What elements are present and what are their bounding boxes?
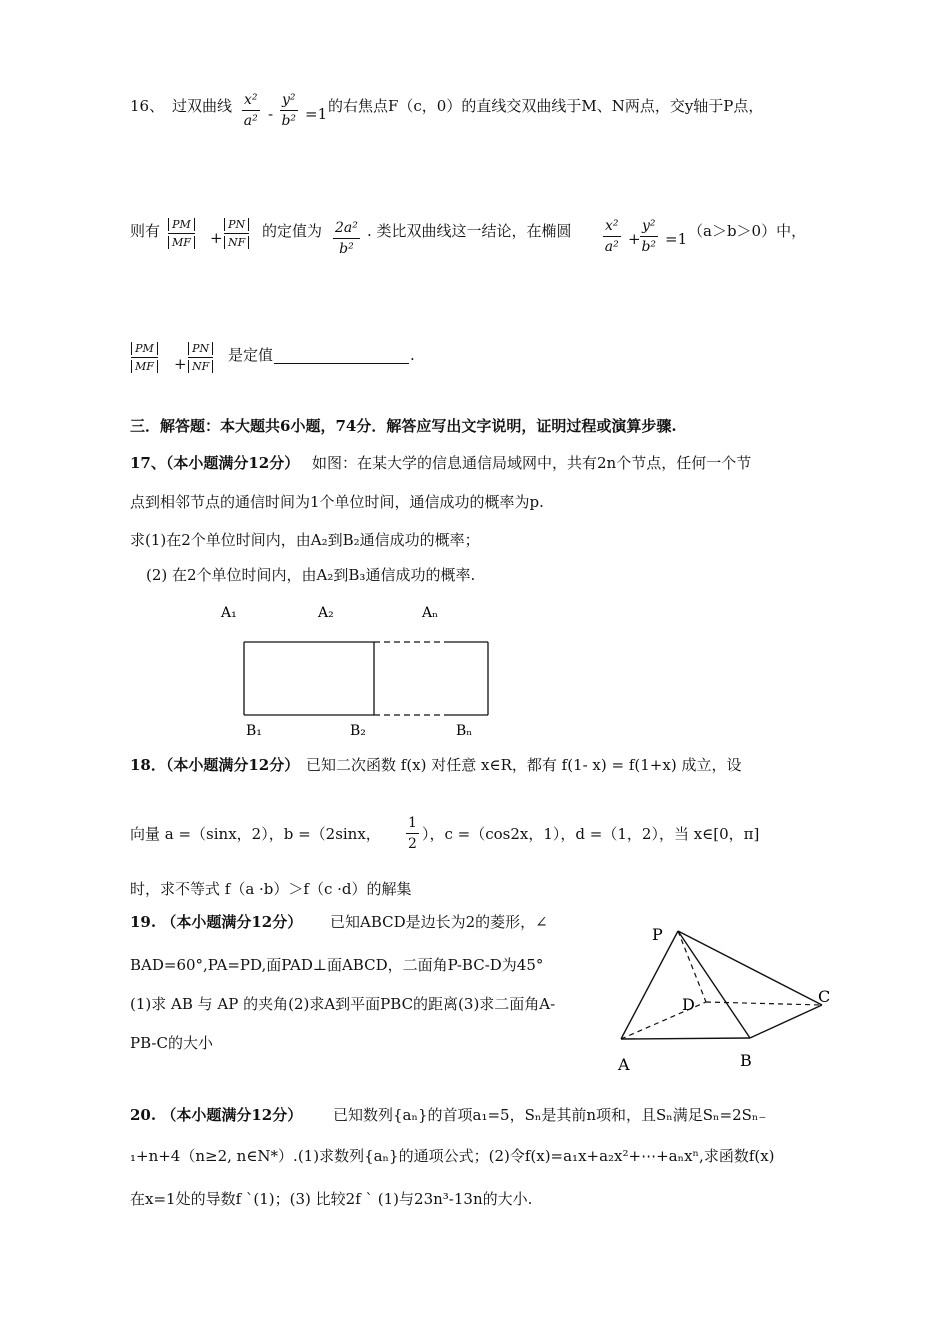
plus-sign: +	[210, 229, 223, 247]
q16-number: 16、	[130, 97, 165, 115]
pm-over-mf-fraction: PM MF	[168, 218, 195, 249]
network-diagram	[200, 595, 520, 745]
ellipse-x-fraction: x² a²	[604, 218, 619, 256]
q16-text-3: 则有	[130, 222, 161, 240]
q19-line-2: BAD=60°,PA=PD,面PAD⊥面ABCD，二面角P-BC-D为45°	[130, 956, 544, 974]
vertex-c: C	[818, 987, 831, 1006]
half-fraction: 1 2	[408, 815, 417, 853]
q18-line-2a: 向量 a =（sinx，2），b =（2sinx，	[130, 825, 381, 843]
label-b1: B₁	[246, 723, 262, 739]
label-an: Aₙ	[422, 605, 439, 621]
answer-blank	[274, 346, 409, 364]
q16-text-6: （a＞b＞0）中，	[688, 222, 807, 240]
edge-bc	[750, 1005, 822, 1038]
q17-line-2: 点到相邻节点的通信时间为1个单位时间，通信成功的概率为p.	[130, 493, 544, 511]
pm-over-mf-fraction-2: PM MF	[131, 342, 158, 373]
vertex-d: D	[682, 995, 695, 1014]
edge-ab	[621, 1038, 750, 1039]
section-3-header: 三．解答题：本大题共6小题，74分．解答应写出文字说明，证明过程或演算步骤.	[130, 417, 677, 435]
q18-line-2b: ），c =（cos2x，1），d =（1，2），当 x∈[0，π]	[422, 825, 760, 843]
pn-over-nf-fraction: PN NF	[224, 218, 249, 249]
q20-line-2: ₁+n+4（n≥2, n∈N*）.(1)求数列{aₙ}的通项公式；(2)令f(x)=a₁x+a₂x²+⋯+aₙxⁿ,求函数f(x)	[130, 1147, 775, 1165]
edge-dc	[706, 1002, 822, 1005]
q19-line-3: (1)求 AB 与 AP 的夹角(2)求A到平面PBC的距离(3)求二面角A-	[130, 995, 556, 1013]
label-a2: A₂	[318, 605, 334, 621]
q16-text-2: 的右焦点F（c，0）的直线交双曲线于M、N两点，交y轴于P点，	[328, 97, 764, 115]
plus-sign-2: +	[174, 355, 187, 373]
q20-line-3: 在x=1处的导数f `(1)；(3) 比较2f ` (1)与23n³-13n的大小.	[130, 1190, 533, 1208]
vertex-p: P	[652, 925, 663, 944]
q17-header: 17、（本小题满分12分）	[130, 454, 300, 472]
q18-line-1: 已知二次函数 f(x) 对任意 x∈R，都有 f(1- x) = f(1+x) 成立，设	[306, 756, 742, 774]
q17-line-4: (2) 在2个单位时间内，由A₂到B₃通信成功的概率.	[146, 566, 476, 584]
q19-line-1: 已知ABCD是边长为2的菱形，∠	[330, 913, 548, 931]
label-a1: A₁	[221, 605, 237, 621]
q16-period: .	[410, 346, 415, 364]
label-bn: Bₙ	[456, 723, 473, 739]
edge-pc	[678, 931, 822, 1005]
hyperbola-minus: -	[268, 105, 274, 123]
hyperbola-y-fraction: y² b²	[281, 92, 297, 130]
edge-pb	[678, 931, 750, 1038]
hyperbola-x-fraction: x² a²	[243, 92, 258, 130]
q16-text-4: 的定值为	[262, 222, 323, 240]
pn-over-nf-fraction-2: PN NF	[188, 342, 213, 373]
constant-value-fraction: 2a² b²	[335, 220, 358, 258]
q17-line-1: 如图：在某大学的信息通信局域网中，共有2n个节点，任何一个节	[312, 454, 752, 472]
vertex-b: B	[740, 1051, 752, 1070]
q19-line-4: PB-C的大小	[130, 1034, 213, 1052]
vertex-a: A	[618, 1055, 630, 1074]
q20-header: 20. （本小题满分12分）	[130, 1106, 303, 1124]
q16-text-5: . 类比双曲线这一结论，在椭圆	[367, 222, 572, 240]
q18-header: 18．（本小题满分12分）	[130, 756, 300, 774]
q18-line-3: 时，求不等式 f（a ·b）＞f（c ·d）的解集	[130, 880, 412, 898]
q20-line-1: 已知数列{aₙ}的首项a₁=5，Sₙ是其前n项和，且Sₙ满足Sₙ=2Sₙ₋	[333, 1106, 767, 1124]
hyperbola-equals: =1	[305, 105, 328, 123]
q16-text-1: 过双曲线	[172, 97, 233, 115]
ellipse-plus: +	[628, 230, 641, 248]
q19-header: 19. （本小题满分12分）	[130, 913, 303, 931]
q16-text-7: 是定值	[228, 346, 274, 364]
label-b2: B₂	[350, 723, 366, 739]
ellipse-y-fraction: y² b²	[641, 218, 657, 256]
edge-pa	[621, 931, 678, 1039]
pyramid-figure	[600, 918, 840, 1078]
q17-line-3: 求(1)在2个单位时间内，由A₂到B₂通信成功的概率；	[130, 531, 480, 549]
ellipse-equals: =1	[665, 230, 688, 248]
